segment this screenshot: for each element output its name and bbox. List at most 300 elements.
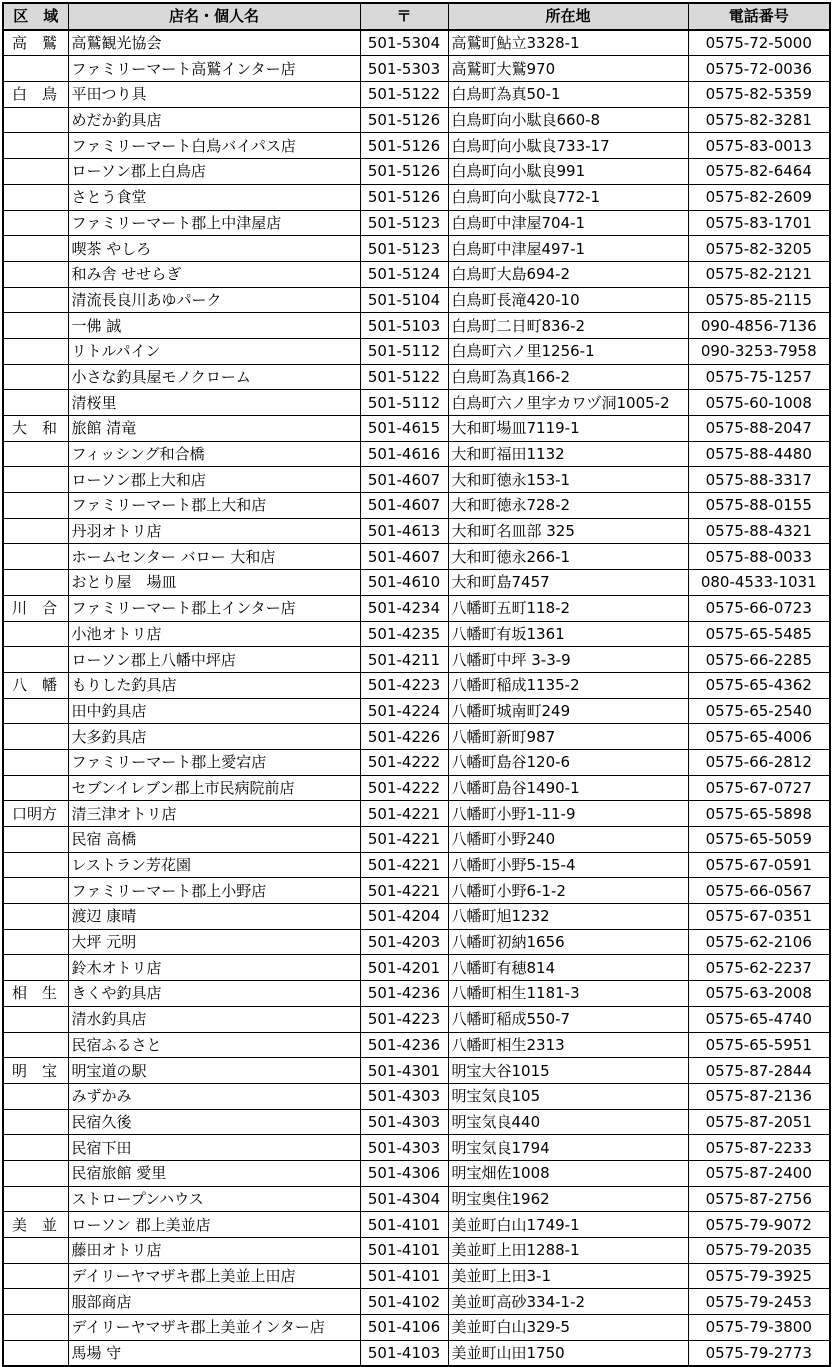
area-cell: 高 鷲 <box>3 30 68 56</box>
name-cell: もりした釣具店 <box>68 672 360 698</box>
header-row <box>3 3 830 30</box>
table-row <box>3 1083 830 1109</box>
tel-cell: 0575-60-1008 <box>688 390 830 416</box>
address-cell: 八幡町小野6-1-2 <box>448 878 688 904</box>
area-cell <box>3 1109 68 1135</box>
name-cell: ローソン郡上白鳥店 <box>68 159 360 185</box>
address-cell: 八幡町相生1181-3 <box>448 981 688 1007</box>
zip-cell: 501-5122 <box>360 82 448 108</box>
name-cell: 服部商店 <box>68 1289 360 1315</box>
zip-cell: 501-4103 <box>360 1340 448 1366</box>
zip-cell: 501-5123 <box>360 210 448 236</box>
name-cell: 大多釣具店 <box>68 724 360 750</box>
name-cell: 明宝道の駅 <box>68 1058 360 1084</box>
area-cell: 川 合 <box>3 595 68 621</box>
table-row <box>3 981 830 1007</box>
table-row <box>3 82 830 108</box>
zip-cell: 501-4211 <box>360 647 448 673</box>
name-cell: デイリーヤマザキ郡上美並上田店 <box>68 1263 360 1289</box>
zip-cell: 501-4221 <box>360 801 448 827</box>
address-cell: 大和町徳永153-1 <box>448 467 688 493</box>
address-cell: 明宝畑佐1008 <box>448 1160 688 1186</box>
zip-cell: 501-4613 <box>360 518 448 544</box>
table-row <box>3 107 830 133</box>
name-cell: 鈴木オトリ店 <box>68 955 360 981</box>
address-cell: 美並町高砂334-1-2 <box>448 1289 688 1315</box>
zip-cell: 501-4101 <box>360 1238 448 1264</box>
area-cell: 白 鳥 <box>3 82 68 108</box>
name-cell: おとり屋 場皿 <box>68 570 360 596</box>
name-cell: ファミリーマート郡上小野店 <box>68 878 360 904</box>
tel-cell: 0575-82-5359 <box>688 82 830 108</box>
tel-cell: 0575-65-5485 <box>688 621 830 647</box>
tel-cell: 0575-83-1701 <box>688 210 830 236</box>
tel-cell: 0575-82-3281 <box>688 107 830 133</box>
address-cell: 白鳥町向小駄良991 <box>448 159 688 185</box>
address-cell: 白鳥町向小駄良733-17 <box>448 133 688 159</box>
tel-cell: 0575-79-2773 <box>688 1340 830 1366</box>
area-cell <box>3 159 68 185</box>
address-cell: 八幡町五町118-2 <box>448 595 688 621</box>
address-cell: 八幡町小野1-11-9 <box>448 801 688 827</box>
area-cell <box>3 390 68 416</box>
tel-cell: 0575-82-6464 <box>688 159 830 185</box>
zip-cell: 501-5126 <box>360 107 448 133</box>
address-cell: 明宝大谷1015 <box>448 1058 688 1084</box>
zip-cell: 501-5104 <box>360 287 448 313</box>
tel-cell: 0575-82-2609 <box>688 184 830 210</box>
area-cell <box>3 647 68 673</box>
address-cell: 白鳥町大島694-2 <box>448 261 688 287</box>
table-row <box>3 1109 830 1135</box>
zip-cell: 501-4610 <box>360 570 448 596</box>
address-cell: 白鳥町向小駄良660-8 <box>448 107 688 133</box>
table-row <box>3 390 830 416</box>
table-row <box>3 56 830 82</box>
address-cell: 八幡町稲成550-7 <box>448 1006 688 1032</box>
table-row <box>3 261 830 287</box>
shop-list-document <box>2 2 831 1367</box>
zip-cell: 501-5123 <box>360 236 448 262</box>
table-body <box>3 30 830 1367</box>
zip-cell: 501-5112 <box>360 338 448 364</box>
address-cell: 白鳥町為真50-1 <box>448 82 688 108</box>
name-cell: ホームセンター バロー 大和店 <box>68 544 360 570</box>
name-cell: きくや釣具店 <box>68 981 360 1007</box>
address-cell: 美並町上田1288-1 <box>448 1238 688 1264</box>
tel-cell: 0575-87-2756 <box>688 1186 830 1212</box>
address-cell: 大和町場皿7119-1 <box>448 416 688 442</box>
zip-cell: 501-5124 <box>360 261 448 287</box>
table-row <box>3 672 830 698</box>
zip-cell: 501-4607 <box>360 544 448 570</box>
zip-cell: 501-4222 <box>360 749 448 775</box>
zip-cell: 501-4303 <box>360 1109 448 1135</box>
zip-cell: 501-5122 <box>360 364 448 390</box>
name-cell: みずかみ <box>68 1083 360 1109</box>
address-cell: 八幡町新町987 <box>448 724 688 750</box>
table-header <box>3 3 830 30</box>
table-row <box>3 1212 830 1238</box>
table-row <box>3 878 830 904</box>
address-cell: 八幡町中坪 3-3-9 <box>448 647 688 673</box>
header-address: 所在地 <box>448 3 688 30</box>
address-cell: 明宝気良1794 <box>448 1135 688 1161</box>
table-row <box>3 775 830 801</box>
tel-cell: 0575-62-2237 <box>688 955 830 981</box>
name-cell: 渡辺 康晴 <box>68 904 360 930</box>
area-cell <box>3 364 68 390</box>
zip-cell: 501-4607 <box>360 493 448 519</box>
table-row <box>3 1058 830 1084</box>
tel-cell: 0575-79-2453 <box>688 1289 830 1315</box>
table-row <box>3 1289 830 1315</box>
area-cell <box>3 493 68 519</box>
name-cell: 藤田オトリ店 <box>68 1238 360 1264</box>
area-cell <box>3 210 68 236</box>
header-name: 店名・個人名 <box>68 3 360 30</box>
zip-cell: 501-4303 <box>360 1135 448 1161</box>
tel-cell: 0575-65-4740 <box>688 1006 830 1032</box>
tel-cell: 0575-88-4480 <box>688 441 830 467</box>
address-cell: 八幡町旭1232 <box>448 904 688 930</box>
tel-cell: 0575-65-5951 <box>688 1032 830 1058</box>
name-cell: 小さな釣具屋モノクローム <box>68 364 360 390</box>
zip-cell: 501-4102 <box>360 1289 448 1315</box>
address-cell: 白鳥町長滝420-10 <box>448 287 688 313</box>
zip-cell: 501-4607 <box>360 467 448 493</box>
address-cell: 八幡町稲成1135-2 <box>448 672 688 698</box>
area-cell <box>3 698 68 724</box>
area-cell: 大 和 <box>3 416 68 442</box>
zip-cell: 501-4236 <box>360 981 448 1007</box>
name-cell: ストロープンハウス <box>68 1186 360 1212</box>
tel-cell: 090-4856-7136 <box>688 313 830 339</box>
area-cell <box>3 1160 68 1186</box>
tel-cell: 0575-65-4006 <box>688 724 830 750</box>
table-row <box>3 30 830 56</box>
area-cell <box>3 878 68 904</box>
table-row <box>3 621 830 647</box>
tel-cell: 0575-79-9072 <box>688 1212 830 1238</box>
address-cell: 大和町徳永266-1 <box>448 544 688 570</box>
name-cell: 民宿旅館 愛里 <box>68 1160 360 1186</box>
table-row <box>3 210 830 236</box>
address-cell: 八幡町相生2313 <box>448 1032 688 1058</box>
area-cell <box>3 338 68 364</box>
address-cell: 八幡町初納1656 <box>448 929 688 955</box>
area-cell <box>3 1186 68 1212</box>
table-row <box>3 904 830 930</box>
tel-cell: 0575-79-3800 <box>688 1315 830 1341</box>
table-row <box>3 698 830 724</box>
area-cell: 八 幡 <box>3 672 68 698</box>
address-cell: 大和町名皿部 325 <box>448 518 688 544</box>
area-cell <box>3 1083 68 1109</box>
table-row <box>3 544 830 570</box>
address-cell: 明宝気良105 <box>448 1083 688 1109</box>
name-cell: ファミリーマート郡上愛宕店 <box>68 749 360 775</box>
name-cell: 田中釣具店 <box>68 698 360 724</box>
zip-cell: 501-4304 <box>360 1186 448 1212</box>
area-cell <box>3 621 68 647</box>
zip-cell: 501-4101 <box>360 1263 448 1289</box>
zip-cell: 501-5126 <box>360 159 448 185</box>
area-cell <box>3 1238 68 1264</box>
tel-cell: 0575-88-0155 <box>688 493 830 519</box>
zip-cell: 501-5303 <box>360 56 448 82</box>
area-cell <box>3 1006 68 1032</box>
tel-cell: 0575-87-2233 <box>688 1135 830 1161</box>
area-cell <box>3 749 68 775</box>
tel-cell: 0575-88-4321 <box>688 518 830 544</box>
tel-cell: 0575-67-0351 <box>688 904 830 930</box>
tel-cell: 0575-88-0033 <box>688 544 830 570</box>
address-cell: 大和町福田1132 <box>448 441 688 467</box>
table-row <box>3 518 830 544</box>
table-row <box>3 827 830 853</box>
header-tel: 電話番号 <box>688 3 830 30</box>
tel-cell: 0575-87-2051 <box>688 1109 830 1135</box>
shop-table <box>2 2 831 1367</box>
area-cell <box>3 1032 68 1058</box>
zip-cell: 501-4224 <box>360 698 448 724</box>
table-row <box>3 184 830 210</box>
tel-cell: 0575-67-0727 <box>688 775 830 801</box>
tel-cell: 080-4533-1031 <box>688 570 830 596</box>
zip-cell: 501-4221 <box>360 852 448 878</box>
area-cell <box>3 570 68 596</box>
table-row <box>3 801 830 827</box>
tel-cell: 0575-66-0567 <box>688 878 830 904</box>
table-row <box>3 955 830 981</box>
area-cell <box>3 518 68 544</box>
zip-cell: 501-4203 <box>360 929 448 955</box>
tel-cell: 0575-66-0723 <box>688 595 830 621</box>
name-cell: 和み舎 せせらぎ <box>68 261 360 287</box>
area-cell <box>3 313 68 339</box>
name-cell: リトルパイン <box>68 338 360 364</box>
name-cell: 清三津オトリ店 <box>68 801 360 827</box>
table-row <box>3 1315 830 1341</box>
table-row <box>3 493 830 519</box>
tel-cell: 0575-85-2115 <box>688 287 830 313</box>
name-cell: さとう食堂 <box>68 184 360 210</box>
name-cell: 平田つり具 <box>68 82 360 108</box>
address-cell: 白鳥町六ノ里字カワヅ洞1005-2 <box>448 390 688 416</box>
area-cell <box>3 1315 68 1341</box>
table-row <box>3 236 830 262</box>
table-row <box>3 852 830 878</box>
area-cell <box>3 1263 68 1289</box>
area-cell <box>3 852 68 878</box>
zip-cell: 501-4221 <box>360 827 448 853</box>
name-cell: 清流長良川あゆパーク <box>68 287 360 313</box>
name-cell: 丹羽オトリ店 <box>68 518 360 544</box>
name-cell: ローソン郡上大和店 <box>68 467 360 493</box>
tel-cell: 0575-87-2400 <box>688 1160 830 1186</box>
name-cell: 馬場 守 <box>68 1340 360 1366</box>
table-row <box>3 416 830 442</box>
address-cell: 八幡町有穂814 <box>448 955 688 981</box>
name-cell: 一佛 誠 <box>68 313 360 339</box>
area-cell <box>3 724 68 750</box>
table-row <box>3 1135 830 1161</box>
name-cell: 民宿久後 <box>68 1109 360 1135</box>
area-cell <box>3 775 68 801</box>
zip-cell: 501-4223 <box>360 672 448 698</box>
tel-cell: 0575-72-5000 <box>688 30 830 56</box>
tel-cell: 0575-87-2844 <box>688 1058 830 1084</box>
table-row <box>3 287 830 313</box>
name-cell: ファミリーマート郡上インター店 <box>68 595 360 621</box>
table-row <box>3 133 830 159</box>
address-cell: 白鳥町為真166-2 <box>448 364 688 390</box>
tel-cell: 0575-88-2047 <box>688 416 830 442</box>
table-row <box>3 1238 830 1264</box>
name-cell: レストラン芳花園 <box>68 852 360 878</box>
table-row <box>3 1186 830 1212</box>
area-cell <box>3 1289 68 1315</box>
table-row <box>3 159 830 185</box>
zip-cell: 501-4301 <box>360 1058 448 1084</box>
tel-cell: 0575-63-2008 <box>688 981 830 1007</box>
address-cell: 白鳥町中津屋497-1 <box>448 236 688 262</box>
address-cell: 白鳥町中津屋704-1 <box>448 210 688 236</box>
area-cell <box>3 827 68 853</box>
name-cell: 清桜里 <box>68 390 360 416</box>
zip-cell: 501-4615 <box>360 416 448 442</box>
area-cell <box>3 133 68 159</box>
address-cell: 八幡町有坂1361 <box>448 621 688 647</box>
table-row <box>3 1160 830 1186</box>
area-cell <box>3 467 68 493</box>
tel-cell: 0575-83-0013 <box>688 133 830 159</box>
zip-cell: 501-4223 <box>360 1006 448 1032</box>
area-cell: 相 生 <box>3 981 68 1007</box>
tel-cell: 0575-75-1257 <box>688 364 830 390</box>
table-row <box>3 441 830 467</box>
area-cell <box>3 56 68 82</box>
name-cell: セブンイレブン郡上市民病院前店 <box>68 775 360 801</box>
area-cell <box>3 107 68 133</box>
table-row <box>3 647 830 673</box>
area-cell: 美 並 <box>3 1212 68 1238</box>
area-cell <box>3 236 68 262</box>
name-cell: 大坪 元明 <box>68 929 360 955</box>
address-cell: 美並町山田1750 <box>448 1340 688 1366</box>
tel-cell: 0575-65-2540 <box>688 698 830 724</box>
area-cell: 明 宝 <box>3 1058 68 1084</box>
address-cell: 大和町島7457 <box>448 570 688 596</box>
table-row <box>3 1032 830 1058</box>
name-cell: ファミリーマート郡上中津屋店 <box>68 210 360 236</box>
address-cell: 八幡町小野240 <box>448 827 688 853</box>
tel-cell: 0575-65-5059 <box>688 827 830 853</box>
zip-cell: 501-4221 <box>360 878 448 904</box>
address-cell: 美並町白山1749-1 <box>448 1212 688 1238</box>
table-row <box>3 364 830 390</box>
zip-cell: 501-4204 <box>360 904 448 930</box>
zip-cell: 501-4235 <box>360 621 448 647</box>
tel-cell: 0575-62-2106 <box>688 929 830 955</box>
name-cell: 高鷲観光協会 <box>68 30 360 56</box>
address-cell: 高鷲町鮎立3328-1 <box>448 30 688 56</box>
tel-cell: 090-3253-7958 <box>688 338 830 364</box>
zip-cell: 501-4234 <box>360 595 448 621</box>
tel-cell: 0575-72-0036 <box>688 56 830 82</box>
name-cell: 民宿ふるさと <box>68 1032 360 1058</box>
zip-cell: 501-4303 <box>360 1083 448 1109</box>
name-cell: 喫茶 やしろ <box>68 236 360 262</box>
table-row <box>3 338 830 364</box>
table-row <box>3 313 830 339</box>
table-row <box>3 929 830 955</box>
address-cell: 美並町白山329-5 <box>448 1315 688 1341</box>
address-cell: 八幡町島谷120-6 <box>448 749 688 775</box>
name-cell: フィッシング和合橋 <box>68 441 360 467</box>
address-cell: 八幡町城南町249 <box>448 698 688 724</box>
address-cell: 美並町上田3-1 <box>448 1263 688 1289</box>
name-cell: 小池オトリ店 <box>68 621 360 647</box>
area-cell <box>3 1340 68 1366</box>
name-cell: ローソン 郡上美並店 <box>68 1212 360 1238</box>
name-cell: 旅館 清竜 <box>68 416 360 442</box>
zip-cell: 501-4616 <box>360 441 448 467</box>
table-row <box>3 570 830 596</box>
table-row <box>3 1263 830 1289</box>
tel-cell: 0575-66-2285 <box>688 647 830 673</box>
name-cell: 清水釣具店 <box>68 1006 360 1032</box>
tel-cell: 0575-66-2812 <box>688 749 830 775</box>
area-cell <box>3 287 68 313</box>
address-cell: 白鳥町二日町836-2 <box>448 313 688 339</box>
area-cell <box>3 544 68 570</box>
name-cell: デイリーヤマザキ郡上美並インター店 <box>68 1315 360 1341</box>
header-zip: 〒 <box>360 3 448 30</box>
zip-cell: 501-4201 <box>360 955 448 981</box>
tel-cell: 0575-65-4362 <box>688 672 830 698</box>
zip-cell: 501-5126 <box>360 184 448 210</box>
tel-cell: 0575-79-2035 <box>688 1238 830 1264</box>
tel-cell: 0575-79-3925 <box>688 1263 830 1289</box>
zip-cell: 501-5103 <box>360 313 448 339</box>
area-cell <box>3 1135 68 1161</box>
tel-cell: 0575-87-2136 <box>688 1083 830 1109</box>
header-area: 区 域 <box>3 3 68 30</box>
name-cell: ローソン郡上八幡中坪店 <box>68 647 360 673</box>
area-cell <box>3 904 68 930</box>
name-cell: 民宿 高橋 <box>68 827 360 853</box>
address-cell: 明宝奥住1962 <box>448 1186 688 1212</box>
table-row <box>3 1340 830 1366</box>
address-cell: 八幡町小野5-15-4 <box>448 852 688 878</box>
zip-cell: 501-4101 <box>360 1212 448 1238</box>
zip-cell: 501-5126 <box>360 133 448 159</box>
address-cell: 明宝気良440 <box>448 1109 688 1135</box>
name-cell: ファミリーマート白鳥バイパス店 <box>68 133 360 159</box>
area-cell <box>3 184 68 210</box>
address-cell: 高鷲町大鷲970 <box>448 56 688 82</box>
area-cell <box>3 441 68 467</box>
zip-cell: 501-4222 <box>360 775 448 801</box>
tel-cell: 0575-67-0591 <box>688 852 830 878</box>
address-cell: 八幡町島谷1490-1 <box>448 775 688 801</box>
address-cell: 白鳥町向小駄良772-1 <box>448 184 688 210</box>
table-row <box>3 724 830 750</box>
area-cell <box>3 955 68 981</box>
zip-cell: 501-4226 <box>360 724 448 750</box>
